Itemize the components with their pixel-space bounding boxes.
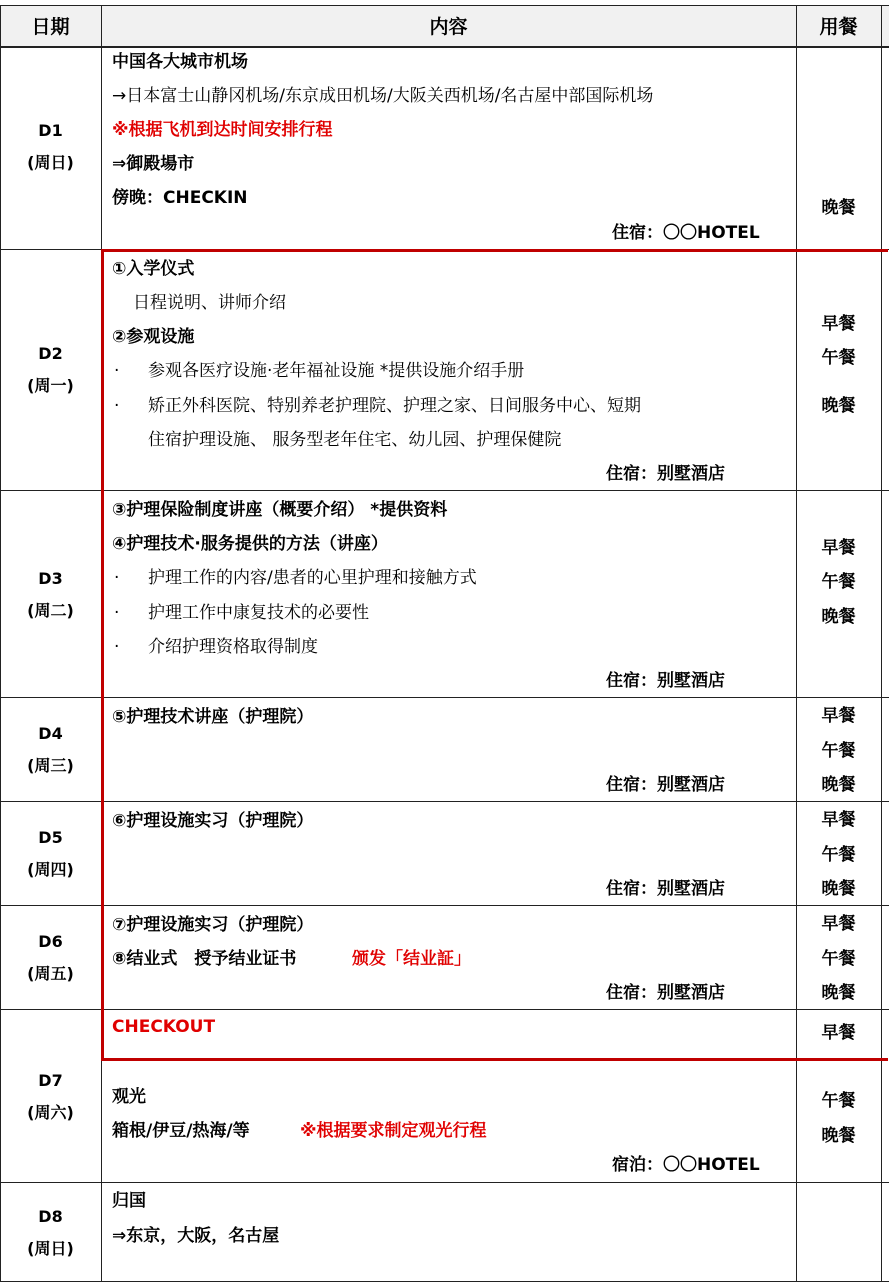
day-label: D3 (周二) [27, 569, 74, 620]
row-divider [0, 1009, 889, 1010]
lodging: 住宿：别墅酒店 [606, 879, 725, 899]
meal: 晚餐 [821, 879, 856, 899]
meal: 早餐 [821, 1023, 856, 1043]
day-label: D6 (周五) [27, 932, 74, 983]
row-divider [0, 490, 889, 491]
bullet: · [114, 361, 120, 381]
day-label: D5 (周四) [27, 828, 74, 879]
content-line: 箱根/伊豆/热海/等 [112, 1121, 250, 1141]
content-line: 观光 [112, 1087, 146, 1107]
meal: 晚餐 [821, 1126, 856, 1146]
col-divider [101, 5, 102, 1282]
bullet: · [114, 603, 120, 623]
day-label: D1 (周日) [27, 121, 74, 172]
content-line: ⑧结业式 授予结业证书 [112, 949, 297, 969]
meal: 午餐 [821, 949, 856, 969]
note-line: 颁发「结业証」 [352, 949, 471, 969]
lodging: 住宿：〇〇HOTEL [612, 223, 760, 243]
col-divider [881, 5, 882, 1282]
content-line: ⑦护理设施实习（护理院） [112, 915, 314, 935]
meal: 早餐 [821, 538, 856, 558]
row-divider [0, 905, 889, 906]
content-line: 参观各医疗设施·老年福祉设施 *提供设施介绍手册 [148, 361, 525, 381]
lodging: 住宿：别墅酒店 [606, 775, 725, 795]
meal: 晚餐 [821, 607, 856, 627]
note-line: ※根据要求制定观光行程 [300, 1121, 487, 1141]
day-label: D4 (周三) [27, 724, 74, 775]
content-line: 中国各大城市机场 [112, 52, 248, 72]
meal: 晚餐 [821, 983, 856, 1003]
header-content: 内容 [429, 16, 468, 38]
lodging: 宿泊：〇〇HOTEL [612, 1155, 760, 1175]
row-divider [0, 801, 889, 802]
content-line: ⑥护理设施实习（护理院） [112, 811, 314, 831]
meal: 早餐 [821, 706, 856, 726]
meal: 午餐 [821, 845, 856, 865]
content-line: ④护理技术·服务提供的方法（讲座） [112, 534, 388, 554]
meal: 晚餐 [821, 775, 856, 795]
content-line: →日本富士山静冈机场/东京成田机场/大阪关西机场/名古屋中部国际机场 [112, 86, 654, 106]
row-divider [0, 1182, 889, 1183]
meal: 午餐 [821, 1091, 856, 1111]
content-line: ⑤护理技术讲座（护理院） [112, 707, 314, 727]
meal: 早餐 [821, 314, 856, 334]
meal: 早餐 [821, 810, 856, 830]
meal: 午餐 [821, 741, 856, 761]
content-line: 护理工作的内容/患者的心里护理和接触方式 [148, 568, 477, 588]
day-label: D7 (周六) [27, 1071, 74, 1122]
note-line: CHECKOUT [112, 1017, 216, 1037]
content-line: ①入学仪式 [112, 259, 195, 279]
content-line: ③护理保险制度讲座（概要介绍） *提供资料 [112, 500, 448, 520]
note-line: ※根据飞机到达时间安排行程 [112, 120, 333, 140]
meal: 午餐 [821, 348, 856, 368]
header-meal: 用餐 [819, 16, 858, 38]
table-border-top [0, 5, 889, 6]
content-line: 介绍护理资格取得制度 [148, 637, 318, 657]
bullet: · [114, 568, 120, 588]
day-label: D8 (周日) [27, 1207, 74, 1258]
content-line: 归国 [112, 1191, 146, 1211]
lodging: 住宿：别墅酒店 [606, 983, 725, 1003]
day-label: D2 (周一) [27, 344, 74, 395]
content-line: ⇒御殿場市 [112, 154, 195, 174]
bullet: · [114, 396, 120, 416]
row-divider [0, 697, 889, 698]
content-line: 住宿护理设施、 服务型老年住宅、幼儿园、护理保健院 [148, 430, 562, 450]
content-line: 日程说明、讲师介绍 [133, 293, 286, 313]
header-date: 日期 [31, 16, 70, 38]
lodging: 住宿：别墅酒店 [606, 671, 725, 691]
meal: 午餐 [821, 572, 856, 592]
content-line: 护理工作中康复技术的必要性 [148, 603, 369, 623]
row-divider [0, 249, 889, 250]
meal: 晚餐 [821, 198, 856, 218]
content-line: 矫正外科医院、特别养老护理院、护理之家、日间服务中心、短期 [148, 396, 641, 416]
content-line: ⇒东京，大阪，名古屋 [112, 1226, 280, 1246]
content-line: ②参观设施 [112, 327, 195, 347]
meal: 早餐 [821, 914, 856, 934]
content-line: 傍晚：CHECKIN [112, 188, 248, 208]
lodging: 住宿：别墅酒店 [606, 464, 725, 484]
bullet: · [114, 637, 120, 657]
table-border-bottom [0, 1281, 889, 1282]
meal: 晚餐 [821, 396, 856, 416]
